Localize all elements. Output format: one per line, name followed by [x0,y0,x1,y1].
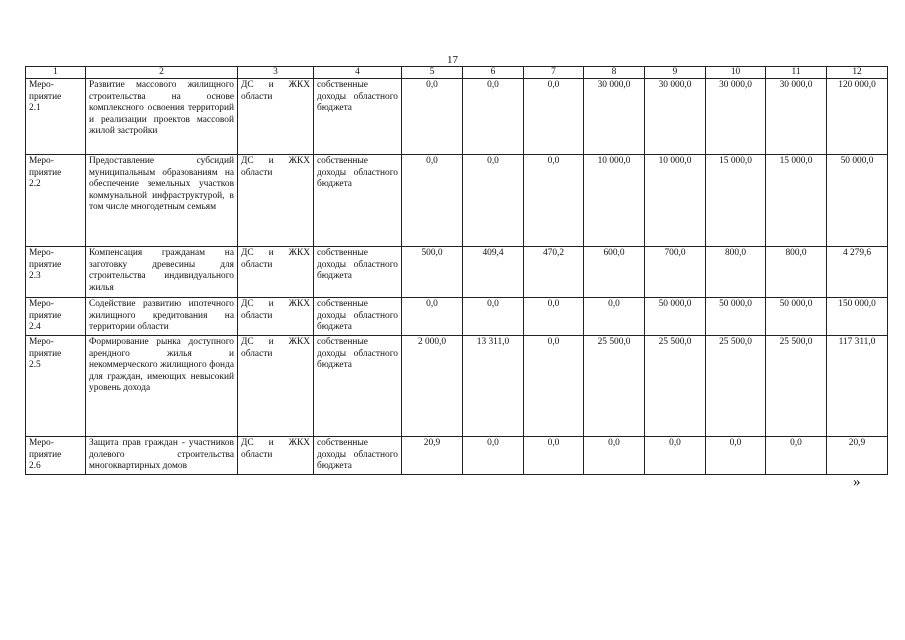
measure-id-line: Меро- [29,438,54,448]
table-row [26,298,888,336]
value-cell: 0,0 [463,155,524,247]
measure-id-cell [26,247,86,298]
measure-executor: ДС и ЖКХ области [238,247,314,298]
value-cell: 0,0 [706,437,766,475]
column-header: 4 [314,67,402,79]
measure-description: Предоставление субсидий муниципальным образованиям на обеспечение земельных участков коммунальной инфраструктурой, в том числе многодетным семьям [86,155,238,247]
page-number: 17 [447,54,458,66]
table-row [26,336,888,437]
measure-id-line: 2.5 [29,360,41,370]
value-cell: 0,0 [463,298,524,336]
value-cell: 0,0 [584,437,645,475]
value-cell: 0,0 [402,298,463,336]
value-cell: 50 000,0 [766,298,827,336]
funding-source: собственные доходы областного бюджета [314,155,402,247]
value-cell: 30 000,0 [645,79,706,155]
measure-id-cell [26,336,86,437]
column-header: 6 [463,67,524,79]
value-cell: 0,0 [463,437,524,475]
column-header: 3 [238,67,314,79]
program-measures-table [25,66,888,475]
measure-description: Компенсация гражданам на заготовку древесины для строительства индивидуального жилья [86,247,238,298]
measure-executor: ДС и ЖКХ области [238,155,314,247]
measure-id-line: приятие [29,167,62,178]
value-cell: 13 311,0 [463,336,524,437]
column-header: 5 [402,67,463,79]
total-cell: 50 000,0 [827,155,888,247]
measure-id-line: 2.3 [29,271,41,281]
table-row [26,155,888,247]
value-cell: 30 000,0 [766,79,827,155]
closing-quote-mark: » [853,474,861,490]
column-number-row [26,67,888,79]
measure-id-line: приятие [29,91,62,102]
measure-id-line: Меро- [29,337,54,347]
value-cell: 0,0 [584,298,645,336]
value-cell: 409,4 [463,247,524,298]
measure-id-line: Меро- [29,299,54,309]
value-cell: 0,0 [524,155,584,247]
value-cell: 0,0 [645,437,706,475]
column-header: 7 [524,67,584,79]
measure-id-line: 2.2 [29,179,41,189]
value-cell: 25 500,0 [766,336,827,437]
measure-id-line: приятие [29,259,62,270]
value-cell: 0,0 [463,79,524,155]
measure-id-line: Меро- [29,80,54,90]
column-header: 1 [26,67,86,79]
value-cell: 0,0 [524,298,584,336]
value-cell: 800,0 [766,247,827,298]
measure-id-line: Меро- [29,248,54,258]
total-cell: 150 000,0 [827,298,888,336]
value-cell: 10 000,0 [645,155,706,247]
measure-id-line: приятие [29,310,62,321]
funding-source: собственные доходы областного бюджета [314,298,402,336]
table-row [26,79,888,155]
value-cell: 600,0 [584,247,645,298]
value-cell: 30 000,0 [706,79,766,155]
funding-source: собственные доходы областного бюджета [314,247,402,298]
value-cell: 50 000,0 [706,298,766,336]
measure-description: Защита прав граждан - участников долевого строительства многоквартирных домов [86,437,238,475]
table-row [26,247,888,298]
measure-description: Формирование рынка доступного арендного жилья и некоммерческого жилищного фонда для граждан, имеющих невысокий уровень дохода [86,336,238,437]
measure-id-cell [26,437,86,475]
value-cell: 25 500,0 [584,336,645,437]
measure-id-line: приятие [29,449,62,460]
value-cell: 50 000,0 [645,298,706,336]
value-cell: 15 000,0 [706,155,766,247]
value-cell: 700,0 [645,247,706,298]
measure-executor: ДС и ЖКХ области [238,79,314,155]
value-cell: 0,0 [402,79,463,155]
total-cell: 4 279,6 [827,247,888,298]
measure-id-line: Меро- [29,156,54,166]
funding-source: собственные доходы областного бюджета [314,336,402,437]
value-cell: 0,0 [524,79,584,155]
measure-description: Содействие развитию ипотечного жилищного кредитования на территории области [86,298,238,336]
value-cell: 0,0 [524,336,584,437]
column-header: 8 [584,67,645,79]
value-cell: 20,9 [402,437,463,475]
column-header: 11 [766,67,827,79]
measure-executor: ДС и ЖКХ области [238,437,314,475]
column-header: 12 [827,67,888,79]
total-cell: 20,9 [827,437,888,475]
value-cell: 15 000,0 [766,155,827,247]
value-cell: 0,0 [766,437,827,475]
value-cell: 0,0 [524,437,584,475]
measure-executor: ДС и ЖКХ области [238,336,314,437]
measure-id-cell [26,155,86,247]
value-cell: 470,2 [524,247,584,298]
measure-description: Развитие массового жилищного строительства на основе комплексного освоения территорий и реализации проектов массовой жилой застройки [86,79,238,155]
value-cell: 2 000,0 [402,336,463,437]
value-cell: 25 500,0 [645,336,706,437]
value-cell: 800,0 [706,247,766,298]
funding-source: собственные доходы областного бюджета [314,437,402,475]
total-cell: 117 311,0 [827,336,888,437]
value-cell: 25 500,0 [706,336,766,437]
measure-id-line: 2.4 [29,322,41,332]
column-header: 9 [645,67,706,79]
measure-id-line: 2.6 [29,461,41,471]
value-cell: 0,0 [402,155,463,247]
measure-executor: ДС и ЖКХ области [238,298,314,336]
measure-id-line: 2.1 [29,103,41,113]
measure-id-line: приятие [29,348,62,359]
table-row [26,437,888,475]
measure-id-cell [26,298,86,336]
value-cell: 10 000,0 [584,155,645,247]
column-header: 10 [706,67,766,79]
funding-source: собственные доходы областного бюджета [314,79,402,155]
column-header: 2 [86,67,238,79]
measure-id-cell [26,79,86,155]
value-cell: 500,0 [402,247,463,298]
total-cell: 120 000,0 [827,79,888,155]
value-cell: 30 000,0 [584,79,645,155]
